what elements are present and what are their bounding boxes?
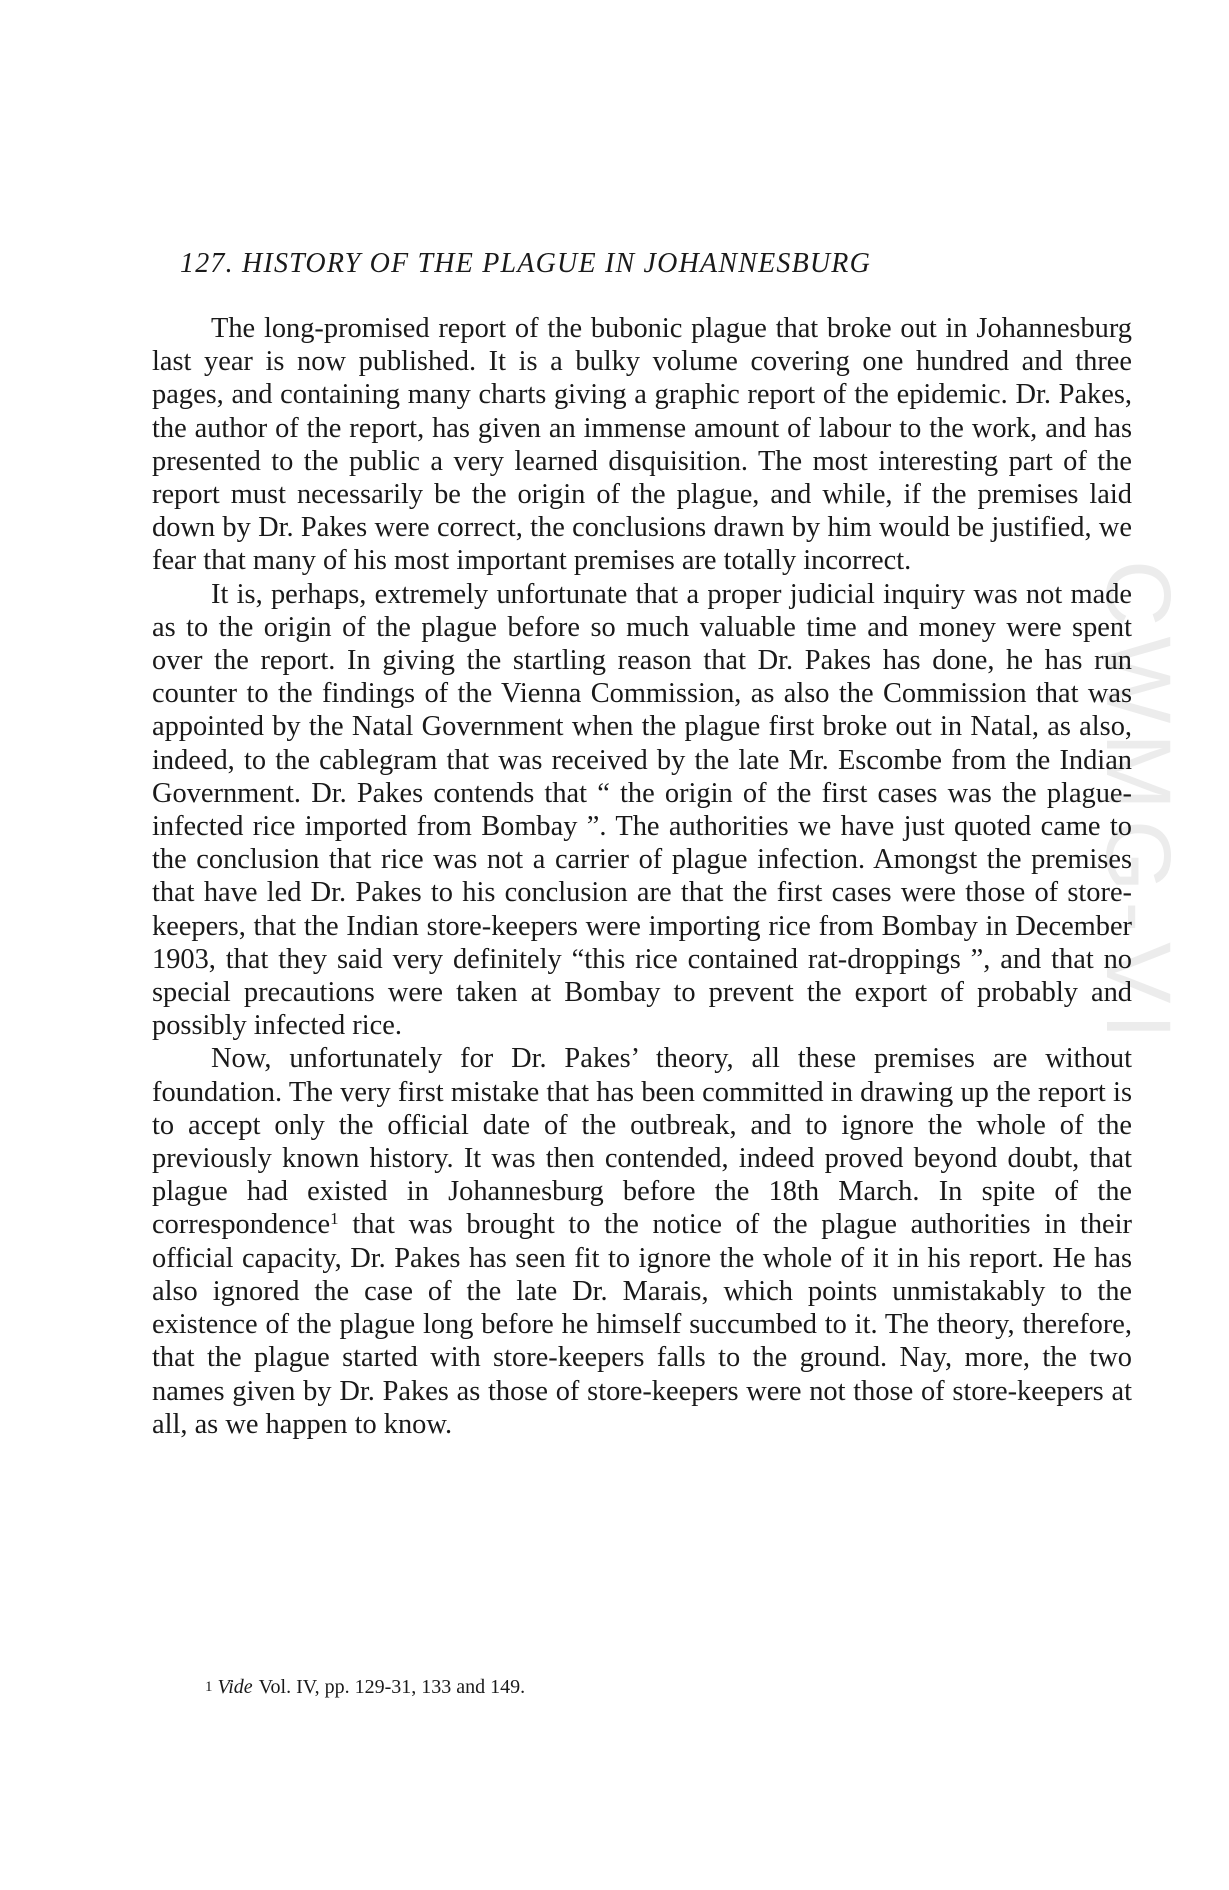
footnote-reference[interactable]: 1	[330, 1209, 339, 1229]
paragraph-1: The long-promised report of the bubonic plague that broke out in Johannesburg last year is now published. It is a bulky volume covering one hundred and three pages, and containing many charts giving a graphic report of the epidemic. Dr. Pakes, the author of the report, has given an immense amount of labour to the work, and has presented to the public a very learned disquisition. The most interesting part of the report must necessarily be the origin of the plague, and while, if the premises laid down by Dr. Pakes were correct, the conclusions drawn by him would be justified, we fear that many of his most important premises are totally incorrect.	[152, 313, 1132, 577]
footnote	[205, 1676, 525, 1699]
footnote-mark: 1	[205, 1679, 213, 1695]
article-body	[152, 312, 1132, 1441]
paragraph-2: It is, perhaps, extremely unfortunate that a proper judicial inquiry was not made as to the origin of the plague before so much valuable time and money were spent over the report. In giving the startling reason that Dr. Pakes has done, he has run counter to the findings of the Vienna Commission, as also the Commission that was appointed by the Natal Government when the plague first broke out in Natal, as also, indeed, to the cablegram that was received by the late Mr. Escombe from the Indian Government. Dr. Pakes contends that “ the origin of the first cases was the plague-infected rice imported from Bombay ”. The authorities we have just quoted came to the conclusion that rice was not a carrier of plague infection. Amongst the premises that have led Dr. Pakes to his conclusion are that the first cases were those of store-keepers, that the Indian store-keepers were importing rice from Bombay in December 1903, that they said very definitely “this rice contained rat-droppings ”, and that no special precautions were taken at Bombay to prevent the export of probably and possibly infected rice.	[152, 578, 1132, 1042]
footnote-vide: Vide	[217, 1676, 253, 1698]
paragraph-3-text-a: Now, unfortunately for Dr. Pakes’ theory, all these premises are without foundation. The very first mistake that has been committed in drawing up the report is to accept only the official date of the outbreak, and to ignore the whole of the previously known history. It was then contended, indeed proved beyond doubt, that plague had existed in Johannesburg before the 18th March. In spite of the correspondence	[152, 1043, 1132, 1241]
article-title: 127. HISTORY OF THE PLAGUE IN JOHANNESBURG	[180, 248, 872, 279]
paragraph-3-text-b: that was brought to the notice of the plague authorities in their official capacity, Dr. Pakes has seen fit to ignore the whole of it in his report. He has also ignored the case of the late Dr. Marais, which points unmistakably to the existence of the plague long before he himself succumbed to it. The theory, therefore, that the plague started with store-keepers falls to the ground. Nay, more, the two names given by Dr. Pakes as those of store-keepers were not those of store-keepers at all, as we happen to know.	[152, 1209, 1132, 1440]
watermark: CWMG-VI	[1087, 560, 1189, 1050]
paragraph-3	[152, 1042, 1132, 1440]
footnote-text: Vol. IV, pp. 129-31, 133 and 149.	[258, 1676, 526, 1698]
